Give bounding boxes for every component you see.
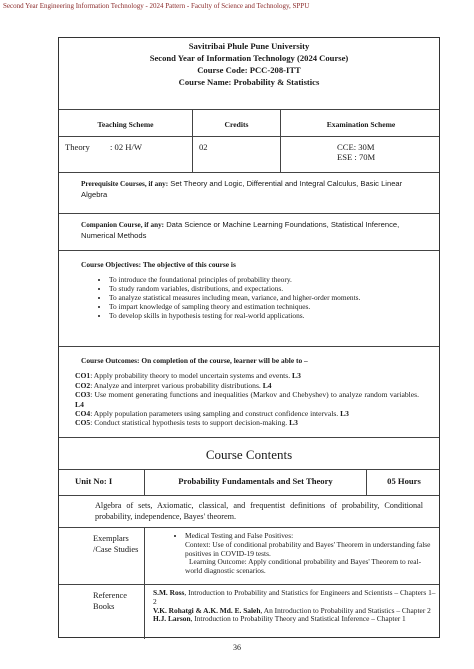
credits-header: Credits [193,110,281,136]
examination-scheme-header: Examination Scheme [326,120,396,129]
university-name: Savitribai Phule Pune University [188,41,310,51]
prerequisite-label: Prerequisite Courses, if any: [81,180,169,188]
cce-marks: CCE: 30M [337,142,375,152]
credits-value: 02 [193,137,281,172]
teaching-hours [59,137,193,172]
exemplars-label: Exemplars /Case Studies [59,528,145,584]
objectives-section [59,251,439,347]
reference-item: V.K. Rohatgi & A.K. Md. E. Saleh, An Introduction to Probability and Statistics – Chapter 2 [153,605,431,615]
outcome-item: CO4: Apply population parameters using sampling and construct confidence intervals. L3 [75,409,349,419]
exemplar-context: Context: Use of conditional probability and Bayes' Theorem in understanding false positives in COVID-19 tests. [185,539,431,558]
title-block [59,38,439,110]
exam-marks [281,137,441,172]
exemplar-title: Medical Testing and False Positives: [185,531,294,540]
teaching-scheme-header: Teaching Scheme [59,110,193,136]
companion-section [59,214,439,251]
theory-hours: : 02 H/W [109,142,142,152]
outcomes-section [59,347,439,438]
course-contents-heading: Course Contents [59,438,439,470]
prerequisite-section [59,173,439,214]
reference-item: S.M. Ross, Introduction to Probability and Statistics for Engineers and Scientists – Chapters 1–2 [153,588,436,606]
exemplars-row [59,528,439,585]
scheme-header-row [59,110,439,137]
outcome-item: CO1: Apply probability theory to model uncertain systems and events. L3 [75,371,301,381]
unit-number: Unit No: I [59,470,145,495]
ese-marks: ESE : 70M [337,152,376,162]
companion-label: Companion Course, if any: [81,221,165,229]
unit-description: Algebra of sets, Axiomatic, classical, and frequentist definitions of probability, Conditional probability, independence, Bayes' theorem. [59,496,439,528]
outcome-item: CO5: Conduct statistical hypothesis tests to support decision-making. L3 [75,418,298,428]
page-number: 36 [233,643,241,652]
running-header: Second Year Engineering Information Technology - 2024 Pattern - Faculty of Science and Technology, SPPU [3,2,310,10]
syllabus-frame [58,37,440,638]
program-name: Second Year of Information Technology (2024 Course) [149,53,349,63]
unit-hours: 05 Hours [387,476,421,486]
objective-item: • To introduce the foundational principles of probability theory. [109,275,417,284]
outcome-item: CO2: Analyze and interpret various probability distributions. L4 [75,380,272,390]
objective-item: • To study random variables, distributions, and expectations. [109,284,417,293]
exemplars-content [145,528,441,584]
outcomes-label: Course Outcomes: On completion of the course, learner will be able to – [81,356,308,365]
objective-item: • To develop skills in hypothesis testing for real-world applications. [109,311,417,320]
objectives-list [81,275,417,321]
scheme-values-row [59,137,439,173]
objective-item: • To impart knowledge of sampling theory and estimation techniques. [109,302,417,311]
companion-text: Data Science or Machine Learning Foundations, Statistical Inference, Numerical Methods [81,220,400,240]
references-row [59,585,439,639]
prerequisite-text: Set Theory and Logic, Differential and Integral Calculus, Basic Linear Algebra [81,179,403,199]
outcome-item: CO3: Use moment generating functions and inequalities (Markov and Chebyshev) to analyze random variables. L4 [75,390,419,409]
unit-header-row [59,470,439,496]
exemplar-item [185,532,437,576]
objectives-label: Course Objectives: The objective of this course is [81,260,236,269]
reference-item: H.J. Larson, Introduction to Probability Theory and Statistical Inference – Chapter 1 [153,614,406,624]
references-label: Reference Books [59,585,145,639]
course-name: Course Name: Probability & Statistics [178,77,320,87]
exemplar-outcome: Learning Outcome: Apply conditional probability and Bayes' Theorem to real-world diagnostic scenarios. [185,557,422,576]
objective-item: • To analyze statistical measures including mean, variance, and higher-order moments. [109,293,417,302]
theory-label: Theory [65,142,90,152]
unit-title: Probability Fundamentals and Set Theory [145,470,367,495]
course-code: Course Code: PCC-208-ITT [197,65,301,75]
references-content [145,585,441,639]
